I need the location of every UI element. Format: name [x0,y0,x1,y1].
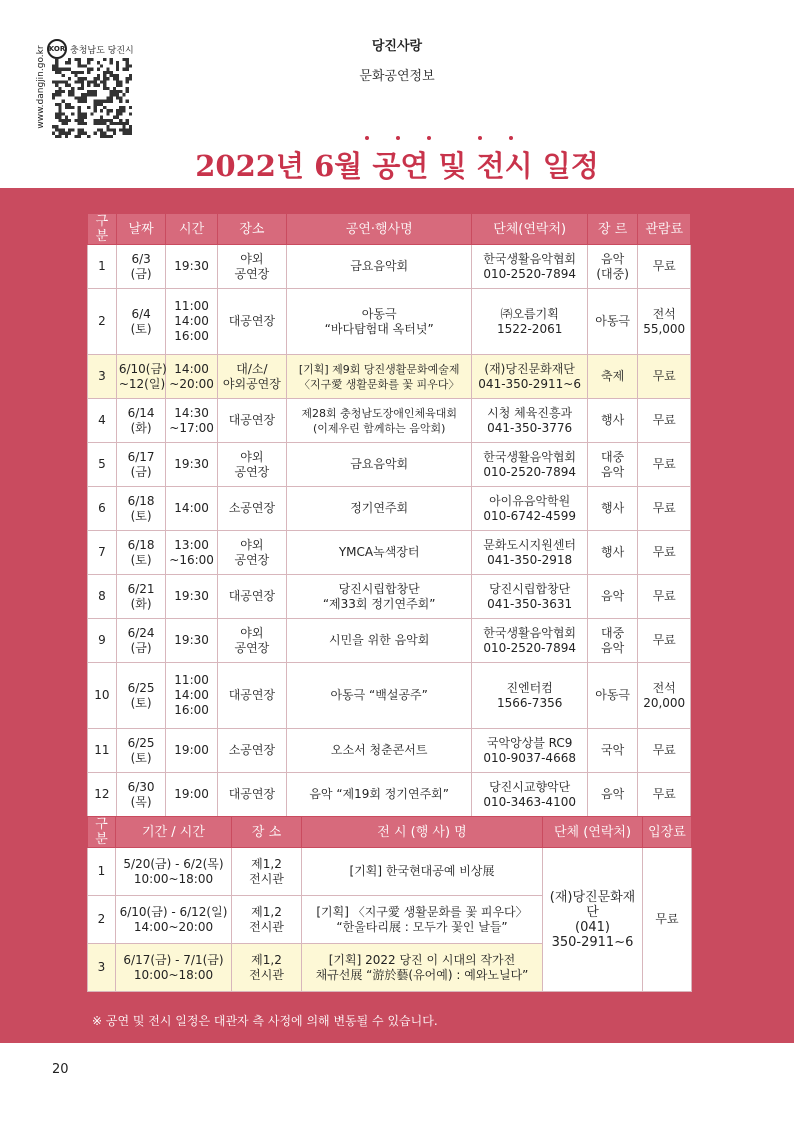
cell-genre: 음악 (대중) [587,245,638,289]
cell-date: 6/18 (토) [116,487,165,531]
exhibition-table [87,816,692,992]
cell-venue: 야외 공연장 [217,443,286,487]
cell-genre: 대중 음악 [587,619,638,663]
cell-fee: 무료 [638,399,691,443]
cell-fee: 무료 [643,848,692,992]
cell-no: 4 [88,399,117,443]
cell-venue: 제1,2 전시관 [232,896,302,944]
cell-no: 11 [88,729,117,773]
cell-name: 금요음악회 [286,245,472,289]
table-row [88,289,691,355]
cell-no: 12 [88,773,117,817]
cell-org: 당진시교향악단 010-3463-4100 [472,773,587,817]
table-row [88,575,691,619]
table-row [88,443,691,487]
cell-org: 문화도시지원센터 041-350-2918 [472,531,587,575]
cell-period: 5/20(금) - 6/2(목) 10:00~18:00 [116,848,232,896]
cell-time: 19:30 [166,245,218,289]
cell-fee: 전석 55,000 [638,289,691,355]
table-row [88,245,691,289]
cell-fee: 무료 [638,729,691,773]
cell-venue: 야외 공연장 [217,245,286,289]
cell-org: 진엔터컴 1566-7356 [472,663,587,729]
cell-venue: 제1,2 전시관 [232,848,302,896]
cell-time: 14:30 ~17:00 [166,399,218,443]
table-row [88,399,691,443]
table-row [88,663,691,729]
cell-org: 아이유음악학원 010-6742-4599 [472,487,587,531]
table-row [88,729,691,773]
cell-org: 한국생활음악협회 010-2520-7894 [472,245,587,289]
cell-org: 시청 체육진흥과 041-350-3776 [472,399,587,443]
kor-badge-icon: KOR [47,39,67,59]
cell-venue: 대공연장 [217,773,286,817]
column-header: 장 소 [232,817,302,848]
cell-genre: 행사 [587,487,638,531]
exhibition-table-header [88,817,692,848]
column-header: 구분 [88,817,116,848]
cell-fee: 무료 [638,619,691,663]
cell-date: 6/18 (토) [116,531,165,575]
cell-no: 2 [88,896,116,944]
website-url: www.dangjin.go.kr [36,45,46,129]
cell-org: ㈜오름기획 1522-2061 [472,289,587,355]
cell-time: 13:00 ~16:00 [166,531,218,575]
column-header: 관람료 [638,214,691,245]
cell-org: (재)당진문화재단 (041) 350-2911~6 [543,848,643,992]
cell-org: 한국생활음악협회 010-2520-7894 [472,443,587,487]
emphasis-dots [0,136,794,142]
cell-venue: 대/소/ 야외공연장 [217,355,286,399]
cell-no: 1 [88,848,116,896]
cell-date: 6/17 (금) [116,443,165,487]
column-header: 입장료 [643,817,692,848]
cell-genre: 아동극 [587,663,638,729]
cell-date: 6/14 (화) [116,399,165,443]
cell-time: 11:00 14:00 16:00 [166,289,218,355]
cell-no: 3 [88,944,116,992]
table-row [88,619,691,663]
cell-name: 제28회 충청남도장애인체육대회 (이제우린 함께하는 음악회) [286,399,472,443]
cell-date: 6/21 (화) [116,575,165,619]
table-row [88,773,691,817]
cell-no: 5 [88,443,117,487]
cell-time: 14:00 ~20:00 [166,355,218,399]
cell-venue: 야외 공연장 [217,619,286,663]
table-row [88,531,691,575]
cell-fee: 무료 [638,443,691,487]
cell-no: 9 [88,619,117,663]
cell-org: 국악앙상블 RC9 010-9037-4668 [472,729,587,773]
city-name: 충청남도 당진시 [70,45,134,56]
cell-date: 6/4 (토) [116,289,165,355]
cell-fee: 무료 [638,531,691,575]
column-header: 공연·행사명 [286,214,472,245]
cell-time: 11:00 14:00 16:00 [166,663,218,729]
table-row [88,848,692,896]
cell-genre: 음악 [587,575,638,619]
cell-name: 금요음악회 [286,443,472,487]
cell-time: 19:00 [166,729,218,773]
table-row [88,355,691,399]
cell-name: 아동극 “바다탐험대 옥터넛” [286,289,472,355]
cell-genre: 축제 [587,355,638,399]
column-header: 구분 [88,214,117,245]
column-header: 날짜 [116,214,165,245]
cell-org: (재)당진문화재단 041-350-2911~6 [472,355,587,399]
column-header: 단체(연락처) [472,214,587,245]
performance-table [87,213,691,817]
cell-time: 14:00 [166,487,218,531]
page-title: 2022년 6월 공연 및 전시 일정 [195,149,599,183]
cell-no: 2 [88,289,117,355]
cell-venue: 대공연장 [217,399,286,443]
cell-date: 6/30 (목) [116,773,165,817]
cell-fee: 무료 [638,575,691,619]
cell-name: [기획] 2022 당진 이 시대의 작가전 채규선展 “游於藝(유어예) : 예와노닐다” [302,944,543,992]
cell-name: 정기연주회 [286,487,472,531]
cell-date: 6/3 (금) [116,245,165,289]
column-header: 장소 [217,214,286,245]
cell-name: [기획] 〈지구愛 생활문화를 꽃 피우다〉 “한울타리展 : 모두가 꽃인 날들” [302,896,543,944]
page-number: 20 [52,1062,69,1077]
cell-genre: 음악 [587,773,638,817]
cell-no: 1 [88,245,117,289]
cell-venue: 대공연장 [217,575,286,619]
cell-name: 아동극 “백설공주” [286,663,472,729]
cell-name: 오소서 청춘콘서트 [286,729,472,773]
cell-time: 19:30 [166,443,218,487]
cell-name: [기획] 제9회 당진생활문화예술제 〈지구愛 생활문화를 꽃 피우다〉 [286,355,472,399]
section-title: 문화공연정보 [359,69,435,84]
cell-period: 6/10(금) - 6/12(일) 14:00~20:00 [116,896,232,944]
cell-no: 10 [88,663,117,729]
cell-fee: 전석 20,000 [638,663,691,729]
cell-org: 한국생활음악협회 010-2520-7894 [472,619,587,663]
cell-fee: 무료 [638,245,691,289]
cell-date: 6/24 (금) [116,619,165,663]
cell-fee: 무료 [638,773,691,817]
cell-name: 당진시립합창단 “제33회 정기연주회” [286,575,472,619]
column-header: 장 르 [587,214,638,245]
table-row [88,487,691,531]
cell-no: 6 [88,487,117,531]
cell-date: 6/10(금) ~12(일) [116,355,165,399]
performance-table-header [88,214,691,245]
cell-period: 6/17(금) - 7/1(금) 10:00~18:00 [116,944,232,992]
cell-time: 19:30 [166,575,218,619]
cell-no: 7 [88,531,117,575]
cell-venue: 야외 공연장 [217,531,286,575]
column-header: 전 시 (행 사) 명 [302,817,543,848]
cell-name: 음악 “제19회 정기연주회” [286,773,472,817]
cell-org: 당진시립합창단 041-350-3631 [472,575,587,619]
cell-venue: 제1,2 전시관 [232,944,302,992]
cell-genre: 행사 [587,531,638,575]
cell-no: 3 [88,355,117,399]
cell-no: 8 [88,575,117,619]
column-header: 시간 [166,214,218,245]
cell-name: YMCA녹색장터 [286,531,472,575]
cell-name: 시민을 위한 음악회 [286,619,472,663]
cell-time: 19:30 [166,619,218,663]
cell-date: 6/25 (토) [116,729,165,773]
column-header: 기간 / 시간 [116,817,232,848]
cell-genre: 대중 음악 [587,443,638,487]
cell-fee: 무료 [638,355,691,399]
cell-name: [기획] 한국현대공예 비상展 [302,848,543,896]
cell-genre: 아동극 [587,289,638,355]
cell-venue: 소공연장 [217,729,286,773]
cell-time: 19:00 [166,773,218,817]
cell-date: 6/25 (토) [116,663,165,729]
magazine-brand: 당진사랑 [371,39,423,54]
cell-fee: 무료 [638,487,691,531]
column-header: 단체 (연락처) [543,817,643,848]
schedule-notice: ※ 공연 및 전시 일정은 대관자 측 사정에 의해 변동될 수 있습니다. [92,1014,438,1028]
cell-venue: 대공연장 [217,663,286,729]
cell-genre: 행사 [587,399,638,443]
cell-genre: 국악 [587,729,638,773]
cell-venue: 대공연장 [217,289,286,355]
cell-venue: 소공연장 [217,487,286,531]
